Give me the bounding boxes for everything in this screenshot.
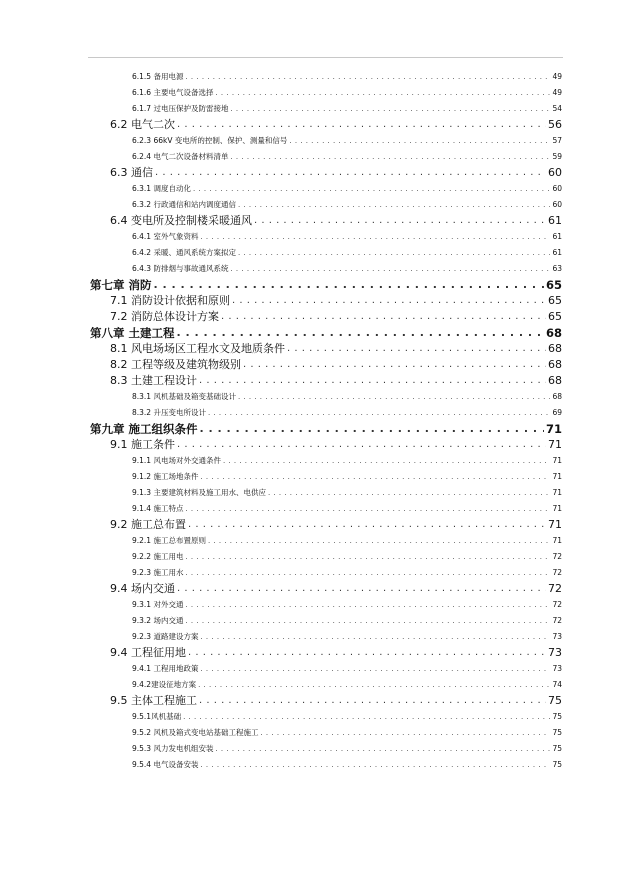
toc-entry-level-3: [90, 725, 562, 741]
toc-entry-page: 72: [552, 600, 562, 609]
toc-entry-level-1: [90, 421, 562, 437]
toc-entry-level-2: [90, 693, 562, 709]
dot-leader: [221, 309, 546, 325]
toc-entry-title: 6.2 电气二次: [110, 118, 175, 131]
toc-entry-title: 6.4.2 采暖、通风系统方案拟定: [132, 248, 236, 257]
toc-entry-level-3: [90, 133, 562, 149]
dot-leader: [208, 533, 550, 549]
dot-leader: [188, 645, 546, 661]
toc-entry-page: 61: [552, 248, 562, 257]
dot-leader: [177, 117, 546, 133]
toc-entry-level-1: [90, 277, 562, 293]
toc-entry-page: 75: [552, 712, 562, 721]
toc-entry-title: 9.2 施工总布置: [110, 518, 186, 531]
toc-entry-level-3: [90, 549, 562, 565]
toc-entry-title: 6.2.3 66kV 变电所的控制、保护、测量和信号: [132, 136, 288, 145]
toc-entry-title: 9.4.1 工程用地政策: [132, 664, 199, 673]
toc-entry-page: 72: [548, 582, 562, 595]
toc-entry-title: 7.2 消防总体设计方案: [110, 310, 219, 323]
toc-entry-title: 9.1.1 风电场对外交通条件: [132, 456, 221, 465]
dot-leader: [215, 741, 550, 757]
dot-leader: [232, 293, 546, 309]
toc-entry-title: 9.5.3 风力发电机组安装: [132, 744, 214, 753]
toc-entry-title: 8.3.2 升压变电所设计: [132, 408, 206, 417]
toc-entry-page: 72: [552, 552, 562, 561]
toc-entry-page: 49: [552, 72, 562, 81]
toc-entry-page: 74: [552, 680, 562, 689]
toc-entry-title: 8.3 土建工程设计: [110, 374, 197, 387]
toc-entry-page: 63: [552, 264, 562, 273]
toc-entry-level-2: [90, 165, 562, 181]
toc-entry-page: 68: [552, 392, 562, 401]
toc-entry-title: 6.4.1 室外气象资料: [132, 232, 199, 241]
toc-entry-title: 6.3 通信: [110, 166, 153, 179]
dot-leader: [254, 213, 546, 229]
dot-leader: [200, 661, 550, 677]
dot-leader: [243, 357, 546, 373]
dot-leader: [287, 341, 546, 357]
toc-entry-title: 6.1.6 主要电气设备选择: [132, 88, 214, 97]
toc-entry-title: 9.2.2 施工用电: [132, 552, 184, 561]
toc-entry-title: 9.1.2 施工场地条件: [132, 472, 199, 481]
toc-entry-page: 61: [552, 232, 562, 241]
toc-entry-page: 60: [552, 184, 562, 193]
toc-entry-title: 9.4 工程征用地: [110, 646, 186, 659]
toc-entry-page: 60: [548, 166, 562, 179]
toc-entry-level-2: [90, 517, 562, 533]
toc-entry-title: 6.1.5 备用电源: [132, 72, 184, 81]
toc-entry-title: 9.3.1 对外交通: [132, 600, 184, 609]
toc-entry-title: 9.1.3 主要建筑材料及施工用水、电供应: [132, 488, 266, 497]
toc-entry-level-1: [90, 325, 562, 341]
toc-entry-level-2: [90, 213, 562, 229]
toc-entry-level-2: [90, 293, 562, 309]
toc-entry-page: 60: [552, 200, 562, 209]
dot-leader: [185, 69, 550, 85]
dot-leader: [230, 101, 550, 117]
toc-entry-level-3: [90, 661, 562, 677]
toc-entry-level-3: [90, 533, 562, 549]
dot-leader: [230, 261, 550, 277]
dot-leader: [155, 165, 546, 181]
dot-leader: [215, 85, 550, 101]
dot-leader: [230, 149, 550, 165]
toc-entry-title: 9.5.1风机基础: [132, 712, 182, 721]
toc-entry-title: 第八章 土建工程: [90, 326, 175, 340]
dot-leader: [238, 197, 550, 213]
toc-entry-level-2: [90, 373, 562, 389]
toc-entry-page: 71: [545, 422, 562, 436]
toc-entry-page: 71: [548, 518, 562, 531]
toc-entry-level-3: [90, 453, 562, 469]
dot-leader: [260, 725, 550, 741]
dot-leader: [208, 405, 550, 421]
dot-leader: [200, 421, 544, 437]
dot-leader: [200, 229, 550, 245]
dot-leader: [198, 677, 550, 693]
toc-entry-title: 8.2 工程等级及建筑物级别: [110, 358, 241, 371]
toc-entry-level-2: [90, 309, 562, 325]
toc-entry-title: 9.2.1 施工总布置原则: [132, 536, 206, 545]
dot-leader: [185, 501, 550, 517]
toc-entry-level-3: [90, 741, 562, 757]
dot-leader: [199, 693, 546, 709]
header-rule: [88, 57, 563, 58]
toc-entry-title: 第七章 消防: [90, 278, 152, 292]
toc-entry-page: 71: [552, 472, 562, 481]
toc-entry-page: 71: [552, 456, 562, 465]
toc-entry-level-3: [90, 101, 562, 117]
toc-entry-level-3: [90, 245, 562, 261]
dot-leader: [185, 613, 550, 629]
toc-entry-title: 9.1.4 施工特点: [132, 504, 184, 513]
toc-entry-level-3: [90, 229, 562, 245]
toc-entry-title: 6.1.7 过电压保护及防雷接地: [132, 104, 229, 113]
toc-entry-title: 6.2.4 电气二次设备材料清单: [132, 152, 229, 161]
toc-entry-page: 68: [548, 374, 562, 387]
toc-entry-page: 57: [552, 136, 562, 145]
dot-leader: [238, 389, 550, 405]
table-of-contents: [90, 69, 562, 773]
toc-entry-page: 56: [548, 118, 562, 131]
toc-entry-page: 59: [552, 152, 562, 161]
toc-entry-page: 75: [552, 744, 562, 753]
toc-entry-level-3: [90, 469, 562, 485]
toc-entry-level-3: [90, 709, 562, 725]
toc-entry-page: 73: [548, 646, 562, 659]
toc-entry-page: 68: [545, 326, 562, 340]
toc-entry-title: 8.1 风电场场区工程水文及地质条件: [110, 342, 285, 355]
toc-entry-page: 75: [552, 728, 562, 737]
toc-entry-level-2: [90, 581, 562, 597]
dot-leader: [193, 181, 550, 197]
toc-entry-page: 68: [548, 342, 562, 355]
dot-leader: [289, 133, 550, 149]
dot-leader: [177, 437, 546, 453]
toc-entry-title: 9.5.2 风机及箱式变电站基础工程施工: [132, 728, 259, 737]
dot-leader: [177, 325, 544, 341]
toc-entry-page: 65: [548, 310, 562, 323]
toc-entry-page: 49: [552, 88, 562, 97]
dot-leader: [188, 517, 546, 533]
toc-entry-page: 61: [548, 214, 562, 227]
toc-entry-level-3: [90, 757, 562, 773]
dot-leader: [200, 469, 550, 485]
toc-entry-title: 7.1 消防设计依据和原则: [110, 294, 230, 307]
toc-entry-level-3: [90, 613, 562, 629]
toc-entry-title: 第九章 施工组织条件: [90, 422, 198, 436]
toc-entry-page: 54: [552, 104, 562, 113]
toc-entry-level-2: [90, 117, 562, 133]
toc-entry-title: 9.5 主体工程施工: [110, 694, 197, 707]
toc-entry-title: 6.4 变电所及控制楼采暖通风: [110, 214, 252, 227]
dot-leader: [223, 453, 550, 469]
dot-leader: [183, 709, 550, 725]
toc-entry-title: 6.4.3 防排烟与事故通风系统: [132, 264, 229, 273]
toc-entry-level-3: [90, 501, 562, 517]
dot-leader: [268, 485, 550, 501]
toc-entry-level-3: [90, 389, 562, 405]
toc-entry-level-3: [90, 677, 562, 693]
toc-entry-page: 72: [552, 616, 562, 625]
toc-entry-page: 71: [552, 488, 562, 497]
toc-entry-level-3: [90, 597, 562, 613]
toc-entry-title: 9.1 施工条件: [110, 438, 175, 451]
dot-leader: [177, 581, 546, 597]
toc-entry-title: 8.3.1 风机基础及箱变基础设计: [132, 392, 236, 401]
dot-leader: [185, 597, 550, 613]
toc-entry-page: 71: [552, 504, 562, 513]
toc-entry-page: 72: [552, 568, 562, 577]
toc-entry-level-3: [90, 69, 562, 85]
toc-entry-page: 75: [548, 694, 562, 707]
toc-entry-page: 65: [548, 294, 562, 307]
toc-entry-level-3: [90, 149, 562, 165]
toc-entry-level-3: [90, 261, 562, 277]
toc-entry-level-3: [90, 565, 562, 581]
dot-leader: [185, 565, 550, 581]
toc-entry-level-3: [90, 485, 562, 501]
toc-entry-page: 71: [552, 536, 562, 545]
toc-entry-level-3: [90, 181, 562, 197]
dot-leader: [200, 757, 550, 773]
toc-entry-title: 9.3.2 场内交通: [132, 616, 184, 625]
toc-entry-page: 69: [552, 408, 562, 417]
toc-entry-title: 6.3.1 调度自动化: [132, 184, 191, 193]
toc-entry-page: 73: [552, 664, 562, 673]
toc-entry-level-2: [90, 437, 562, 453]
toc-entry-level-2: [90, 357, 562, 373]
dot-leader: [154, 277, 544, 293]
toc-entry-page: 71: [548, 438, 562, 451]
dot-leader: [238, 245, 550, 261]
toc-entry-level-2: [90, 341, 562, 357]
toc-entry-page: 75: [552, 760, 562, 769]
dot-leader: [200, 629, 550, 645]
toc-entry-level-3: [90, 629, 562, 645]
toc-entry-page: 73: [552, 632, 562, 641]
toc-entry-level-3: [90, 197, 562, 213]
toc-entry-page: 65: [545, 278, 562, 292]
toc-entry-title: 9.2.3 道路建设方案: [132, 632, 199, 641]
toc-entry-level-3: [90, 85, 562, 101]
toc-entry-title: 9.4.2建设征地方案: [132, 680, 197, 689]
toc-entry-page: 68: [548, 358, 562, 371]
toc-entry-title: 9.4 场内交通: [110, 582, 175, 595]
dot-leader: [199, 373, 546, 389]
toc-entry-title: 9.5.4 电气设备安装: [132, 760, 199, 769]
toc-entry-title: 9.2.3 施工用水: [132, 568, 184, 577]
toc-entry-title: 6.3.2 行政通信和站内调度通信: [132, 200, 236, 209]
toc-entry-level-3: [90, 405, 562, 421]
toc-entry-level-2: [90, 645, 562, 661]
dot-leader: [185, 549, 550, 565]
